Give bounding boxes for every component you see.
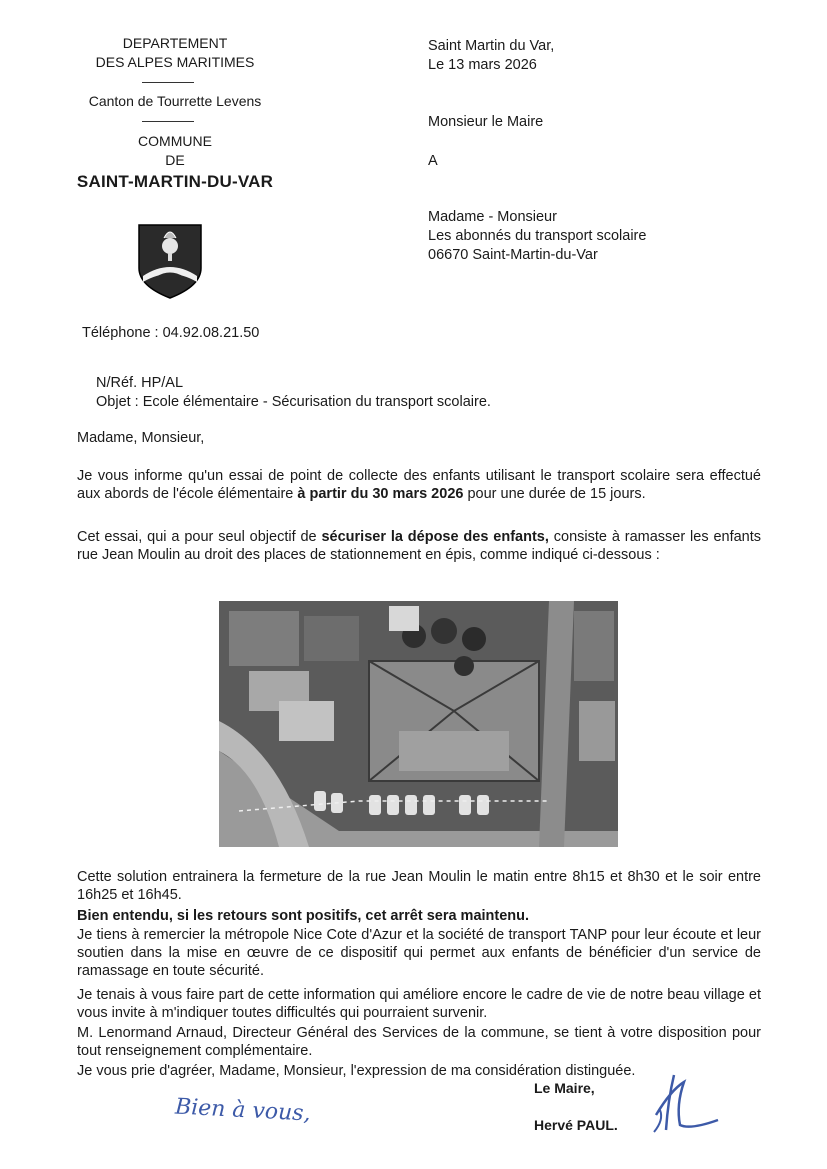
recipient-line2: Les abonnés du transport scolaire [428,228,647,244]
recipient-block [428,208,646,265]
commune-block [40,132,310,191]
paragraph-3: Cette solution entrainera la fermeture de la rue Jean Moulin le matin entre 8h15 et 8h30 et le soir entre 16h25 et 16h45. [77,869,761,903]
paragraph-5: Je tiens à remercier la métropole Nice Cote d'Azur et la société de transport TANP pour leur écoute et leur soutien dans la mise en œuvre de ce dispositif qui permet aux enfants de bénéficier d'un service de ramassage en toute sécurité. [77,927,761,979]
handwritten-note: Bien à vous, [174,1094,312,1127]
commune-name: SAINT-MARTIN-DU-VAR [76,172,274,191]
place-date-block [428,37,554,75]
commune-line1: COMMUNE [138,133,212,149]
telephone: Téléphone : 04.92.08.21.50 [82,325,260,341]
divider [142,82,194,83]
recipient-line1: Madame - Monsieur [428,209,557,225]
canton: Canton de Tourrette Levens [88,93,262,109]
to-word: A [428,153,438,169]
department-line1: DEPARTEMENT [122,35,228,51]
p1-text: Je vous informe qu'un essai de point de collecte des enfants utilisant le transport scolaire sera effectué aux abords de l'école élémentaire [77,468,761,502]
paragraph-6: Je tenais à vous faire part de cette information qui améliore encore le cadre de vie de notre beau village et vous invite à m'indiquer toutes difficultés qui pourraient survenir. [77,987,761,1021]
reference-block [96,374,491,412]
paragraph-4: Bien entendu, si les retours sont positifs, cet arrêt sera maintenu. [77,908,530,924]
department-block [40,34,310,72]
p1-date: à partir du 30 mars 2026 [297,486,464,502]
paragraph-8: Je vous prie d'agréer, Madame, Monsieur, l'expression de ma considération distinguée. [77,1063,636,1079]
place: Saint Martin du Var, [428,38,555,54]
recipient-line3: 06670 Saint-Martin-du-Var [428,247,598,263]
signature-name: Hervé PAUL. [534,1117,618,1133]
subject: Objet : Ecole élémentaire - Sécurisation du transport scolaire. [96,394,491,410]
paragraph-2 [77,528,761,564]
date: Le 13 mars 2026 [428,57,537,73]
aerial-map-image [219,601,618,847]
coat-of-arms-icon [135,222,205,300]
p2-text-end: consiste à ramasser les enfants rue Jean Moulin au droit des places de stationnement en épis, comme indiqué ci-dessous : [77,529,762,563]
handwritten-signature-icon [646,1070,726,1140]
paragraph-1 [77,467,761,503]
p1-text-end: pour une durée de 15 jours. [463,486,646,502]
signature-title: Le Maire, [534,1080,595,1096]
department-line2: DES ALPES MARITIMES [95,54,255,70]
p2-text: Cet essai, qui a pour seul objectif de [77,529,322,545]
paragraph-7: M. Lenormand Arnaud, Directeur Général des Services de la commune, se tient à votre disposition pour tout renseignement complémentaire. [77,1025,761,1059]
commune-line2: DE [165,152,185,168]
reference: N/Réf. HP/AL [96,375,184,391]
salutation: Madame, Monsieur, [77,430,205,446]
divider [142,121,194,122]
sender: Monsieur le Maire [428,114,544,130]
p2-emphasis: sécuriser la dépose des enfants, [321,529,549,545]
